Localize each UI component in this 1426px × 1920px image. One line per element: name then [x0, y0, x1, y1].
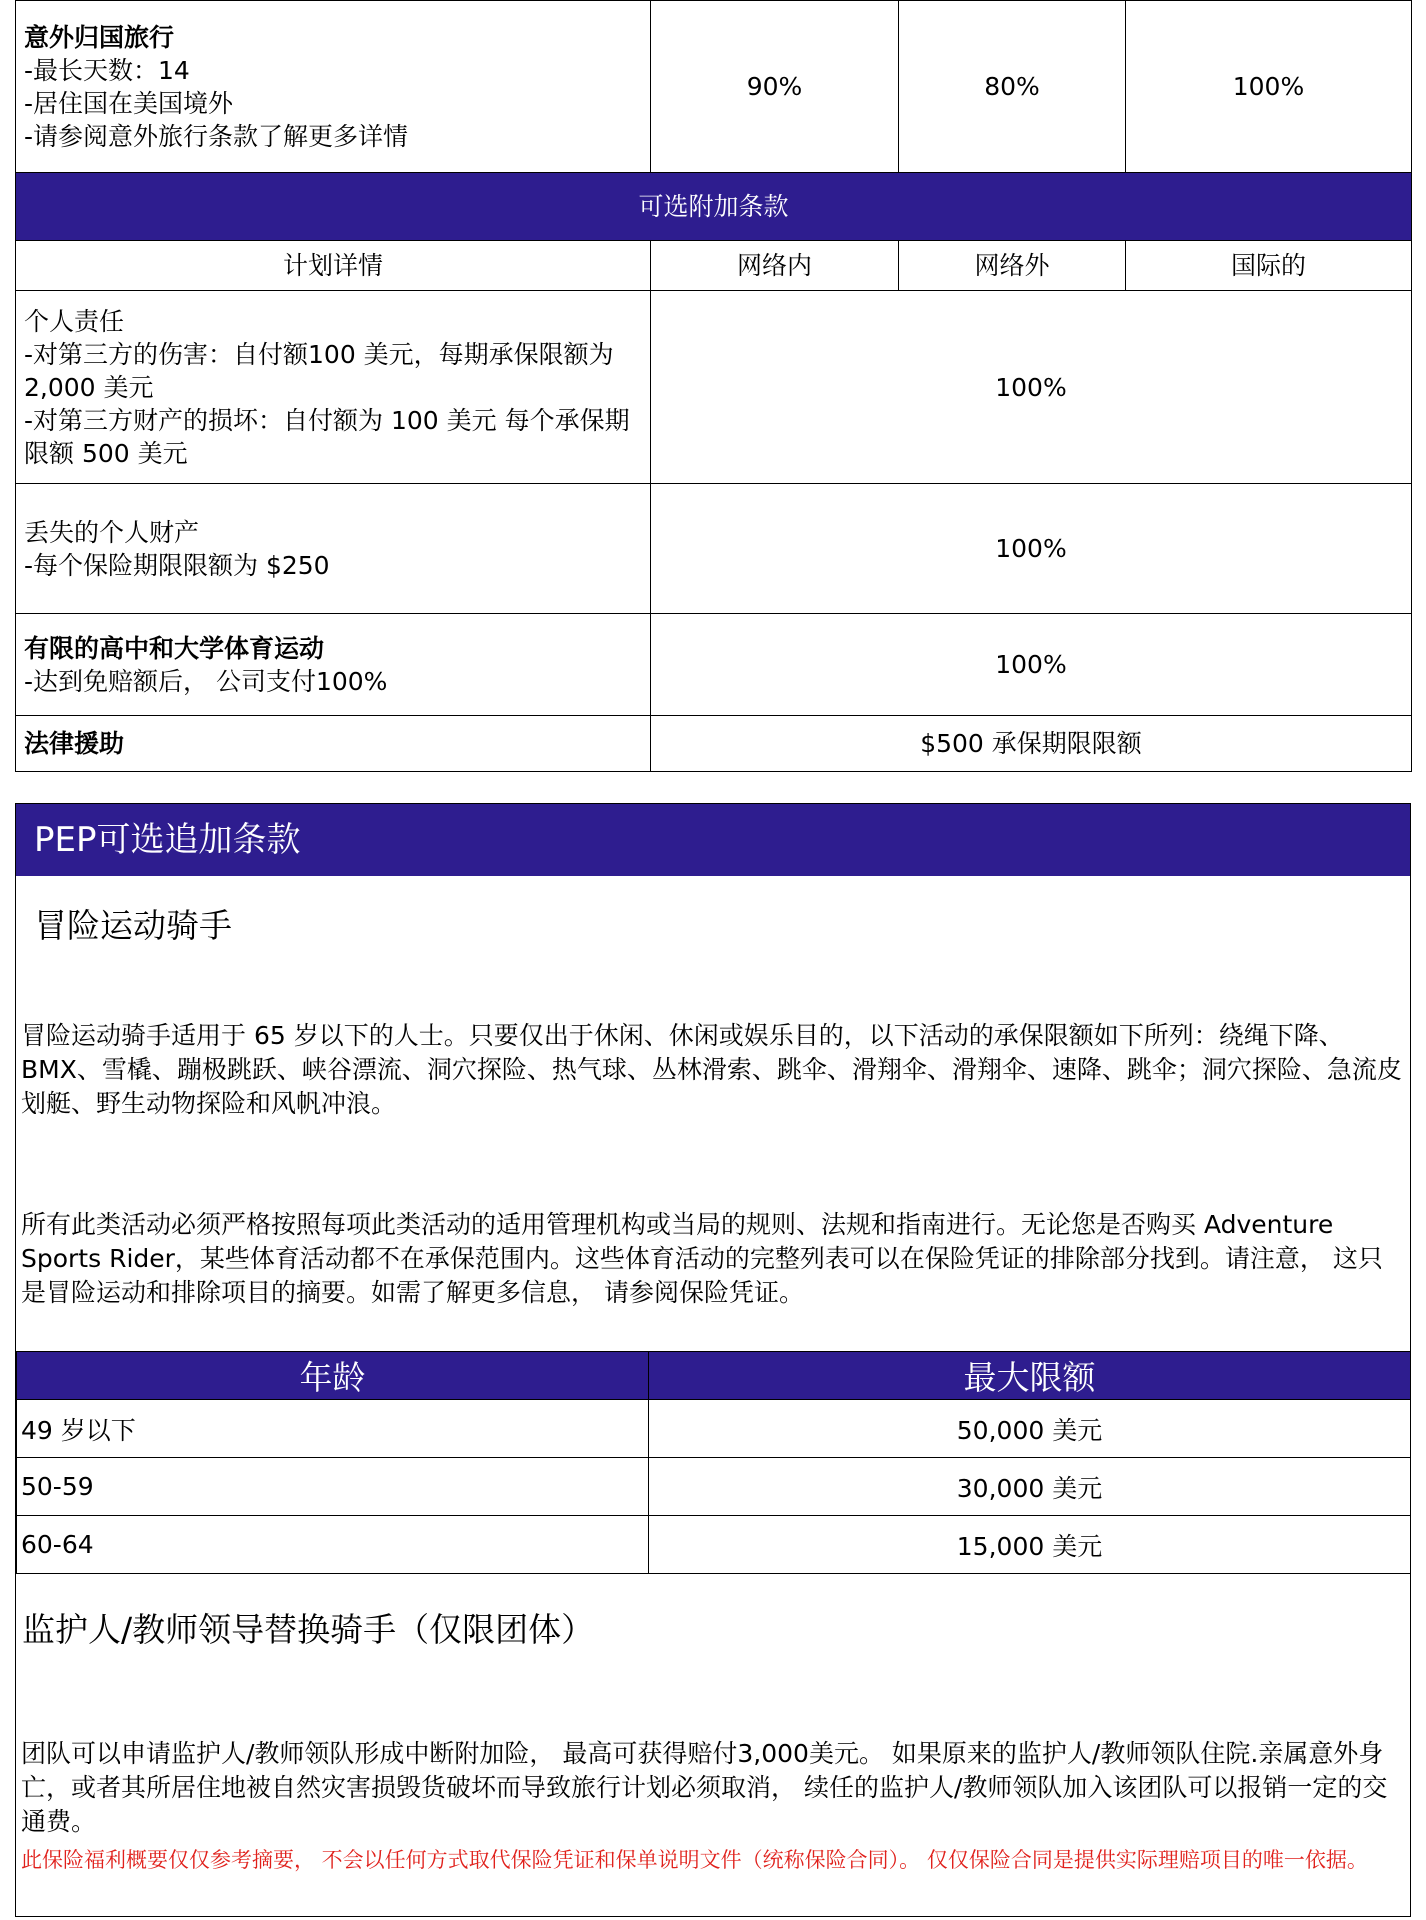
guardian-title: 监护人/教师领导替换骑手（仅限团体）: [22, 1610, 595, 1649]
travel-line: -请参阅意外旅行条款了解更多详情: [24, 121, 409, 151]
travel-international-value: 100%: [1126, 1, 1412, 173]
liability-line: -对第三方财产的损坏：自付额为 100 美元 每个承保期限额 500 美元: [24, 405, 630, 468]
liability-row: [16, 291, 1412, 484]
adventure-paragraph-1: 冒险运动骑手适用于 65 岁以下的人士。只要仅出于休闲、休闲或娱乐目的，以下活动的承保限额如下所列：绕绳下降、BMX、雪橇、蹦极跳跃、峡谷漂流、洞穴探险、热气球、丛林滑索、跳伞、滑翔伞、滑翔伞、速降、跳伞；洞穴探险、急流皮划艇、野生动物探险和风帆冲浪。: [21, 1021, 1402, 1118]
disclaimer-text: 此保险福利概要仅仅参考摘要， 不会以任何方式取代保险凭证和保单说明文件（统称保险合同）。 仅仅保险合同是提供实际理赔项目的唯一依据。: [21, 1848, 1368, 1872]
adventure-paragraph-2: 所有此类活动必须严格按照每项此类活动的适用管理机构或当局的规则、法规和指南进行。无论您是否购买 Adventure Sports Rider，某些体育活动都不在承保范围内。这些体育活动的完整列表可以在保险凭证的排除部分找到。请注意， 这只是冒险运动和排除项目的摘要。如需了解更多信息， 请参阅保险凭证。: [21, 1210, 1383, 1307]
liability-details-cell: [16, 291, 651, 484]
travel-row: [16, 1, 1412, 173]
sports-details-cell: [16, 614, 651, 716]
travel-line: -居住国在美国境外: [24, 88, 234, 118]
liability-value: 100%: [651, 291, 1412, 484]
table-row: [17, 1400, 1411, 1458]
lost-property-row: [16, 484, 1412, 614]
sports-line: -达到免赔额后， 公司支付100%: [24, 666, 388, 696]
lost-property-title: 丢失的个人财产: [24, 517, 200, 547]
lost-property-details-cell: [16, 484, 651, 614]
limit-cell: 50,000 美元: [649, 1400, 1411, 1458]
liability-line: -对第三方的伤害：自付额100 美元，每期承保限额为 2,000 美元: [24, 339, 614, 402]
travel-line: -最长天数：14: [24, 55, 190, 85]
adventure-title: 冒险运动骑手: [34, 906, 232, 945]
age-limit-table: [16, 1351, 1411, 1574]
age-column-header: 年龄: [17, 1352, 649, 1400]
column-header-row: [16, 241, 1412, 291]
lost-property-value: 100%: [651, 484, 1412, 614]
table-row: [17, 1458, 1411, 1516]
age-cell: 50-59: [17, 1458, 649, 1516]
legal-title: 法律援助: [24, 729, 125, 758]
column-header: 网络外: [899, 241, 1126, 291]
column-header: 网络内: [651, 241, 899, 291]
age-cell: 60-64: [17, 1516, 649, 1574]
travel-title: 意外归国旅行: [24, 22, 175, 52]
column-header: 国际的: [1126, 241, 1412, 291]
guardian-paragraph: 团队可以申请监护人/教师领队形成中断附加险， 最高可获得赔付3,000美元。 如果原来的监护人/教师领队住院.亲属意外身亡，或者其所居住地被自然灾害损毁货破坏而导致旅行计划必须取消， 续任的监护人/教师领队加入该团队可以报销一定的交通费。: [21, 1739, 1388, 1836]
pep-header: [16, 804, 1410, 876]
sports-value: 100%: [651, 614, 1412, 716]
limit-cell: 15,000 美元: [649, 1516, 1411, 1574]
benefits-table: [15, 0, 1412, 772]
sports-row: [16, 614, 1412, 716]
legal-value: $500 承保期限限额: [651, 716, 1412, 772]
limit-column-header: 最大限额: [649, 1352, 1411, 1400]
sports-title: 有限的高中和大学体育运动: [24, 633, 325, 663]
age-cell: 49 岁以下: [17, 1400, 649, 1458]
legal-details-cell: [16, 716, 651, 772]
legal-row: [16, 716, 1412, 772]
pep-section: [15, 803, 1411, 1917]
rider-header-row: [16, 173, 1412, 241]
travel-in-network-value: 90%: [651, 1, 899, 173]
table-row: [17, 1516, 1411, 1574]
travel-details-cell: [16, 1, 651, 173]
lost-property-line: -每个保险期限限额为 $250: [24, 550, 330, 580]
column-header: 计划详情: [16, 241, 651, 291]
age-table-header-row: [17, 1352, 1411, 1400]
travel-out-network-value: 80%: [899, 1, 1126, 173]
liability-title: 个人责任: [24, 306, 125, 336]
pep-header-label: PEP可选追加条款: [34, 820, 301, 860]
limit-cell: 30,000 美元: [649, 1458, 1411, 1516]
rider-header: 可选附加条款: [16, 173, 1412, 241]
